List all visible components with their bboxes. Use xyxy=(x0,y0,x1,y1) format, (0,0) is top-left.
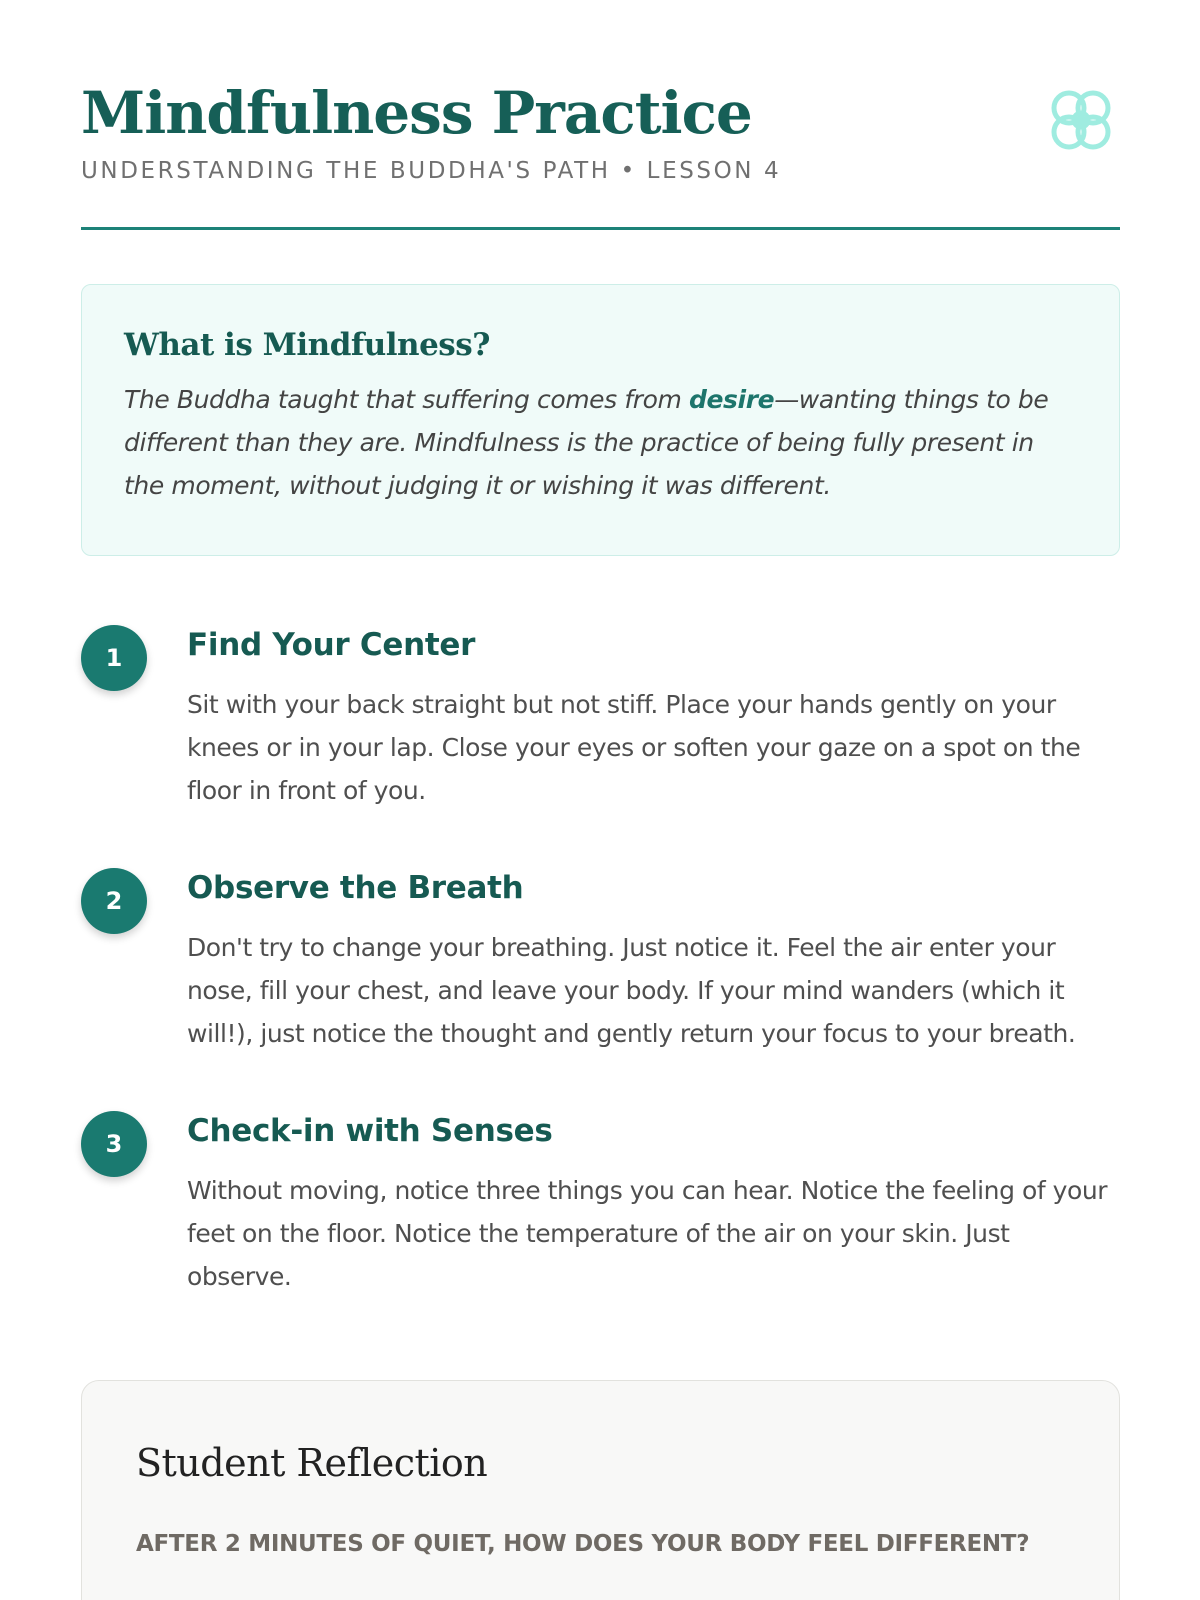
mindfulness-definition-card xyxy=(81,284,1120,556)
page-subtitle: UNDERSTANDING THE BUDDHA'S PATH • LESSON 4 xyxy=(81,158,782,184)
step-description: Don't try to change your breathing. Just notice it. Feel the air enter your nose, fill your chest, and leave your body. If your mind wanders (which it will!), just notice the thought and gently return your focus to your breath. xyxy=(187,933,1076,1048)
lesson-page xyxy=(81,0,1120,1600)
definition-emphasis: desire xyxy=(689,385,775,415)
step-number-badge: 1 xyxy=(81,625,147,691)
definition-text xyxy=(124,378,1077,507)
step-number-badge: 3 xyxy=(81,1111,147,1177)
page-header xyxy=(81,76,1120,230)
page-title: Mindfulness Practice xyxy=(81,79,752,147)
step-title: Observe the Breath xyxy=(187,870,524,906)
step-title: Find Your Center xyxy=(187,627,476,663)
step-number-badge: 2 xyxy=(81,868,147,934)
student-reflection-card xyxy=(81,1380,1120,1600)
step-title: Check-in with Senses xyxy=(187,1113,553,1149)
reflection-prompt: AFTER 2 MINUTES OF QUIET, HOW DOES YOUR BODY FEEL DIFFERENT? xyxy=(136,1531,1030,1557)
reflection-heading: Student Reflection xyxy=(136,1441,488,1485)
definition-heading: What is Mindfulness? xyxy=(124,327,490,363)
step-description: Sit with your back straight but not stiff. Place your hands gently on your knees or in your lap. Close your eyes or soften your gaze on a spot on the floor in front of you. xyxy=(187,690,1081,805)
lotus-knot-icon xyxy=(1046,85,1116,155)
definition-text-after: —wanting things to be different than they are. Mindfulness is the practice of being fully present in the moment, without judging it or wishing it was different. xyxy=(124,385,1049,501)
definition-text-before: The Buddha taught that suffering comes from xyxy=(124,385,689,415)
step-description: Without moving, notice three things you can hear. Notice the feeling of your feet on the floor. Notice the temperature of the air on your skin. Just observe. xyxy=(187,1176,1108,1291)
